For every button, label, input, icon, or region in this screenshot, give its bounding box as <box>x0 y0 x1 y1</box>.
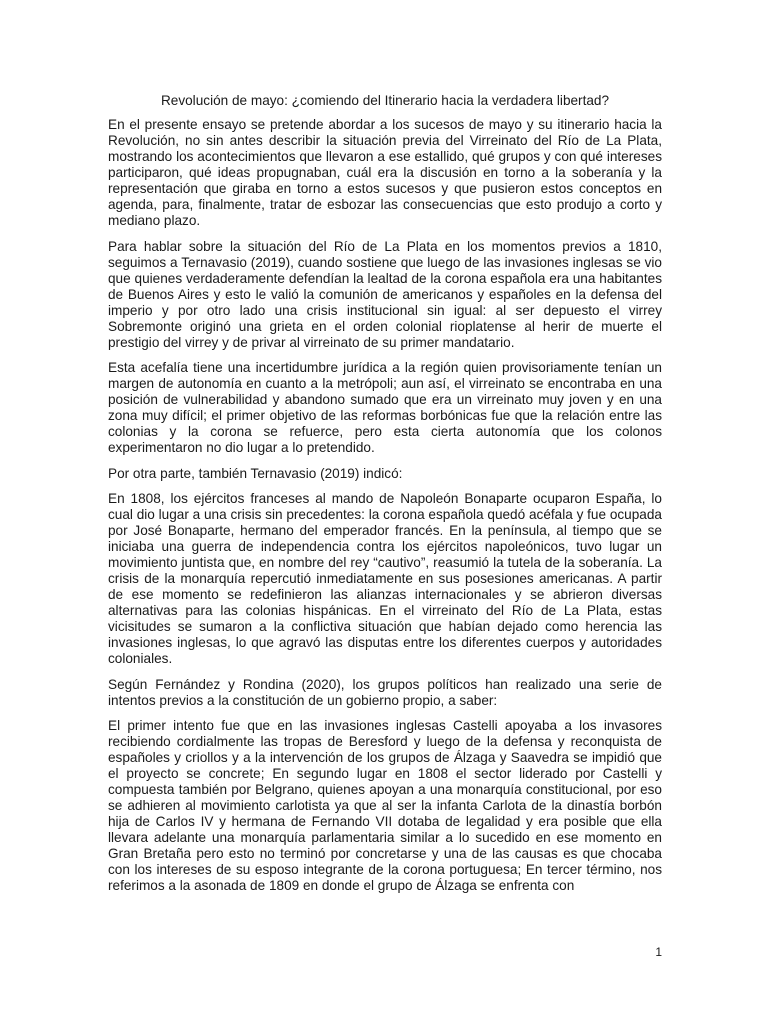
document-title: Revolución de mayo: ¿comiendo del Itinerario hacia la verdadera libertad? <box>160 93 610 108</box>
page-number: 1 <box>655 945 662 959</box>
paragraph-ternavasio-intro: Por otra parte, también Ternavasio (2019) indicó: <box>108 465 403 481</box>
paragraph-intentos-previos: El primer intento fue que en las invasiones inglesas Castelli apoyaba a los invasores recibiendo cordialmente las tropas de Beresford y luego de la defensa y reconquista de españoles y criollos y a la intervención de los grupos de Álzaga y Saavedra se impidió que el proyecto se concrete; En segundo lugar en 1808 el sector liderado por Castelli y compuesta también por Belgrano, quienes apoyan a una monarquía constitucional, por eso se adhieren al movimiento carlotista ya que al ser la infanta Carlota de la dinastía borbón hija de Carlos IV y hermana de Fernando VII dotaba de legalidad y era posible que ella llevara adelante una monarquía parlamentaria similar a lo sucedido en ese momento en Gran Bretaña pero esto no terminó por concretarse y una de las causas es que chocaba con los intereses de su esposo integrante de la corona portuguesa; En tercer término, nos referimos a la asonada de 1809 en donde el grupo de Álzaga se enfrenta con <box>108 718 662 893</box>
paragraph-fernandez-rondina: Según Fernández y Rondina (2020), los grupos políticos han realizado una serie de intentos previos a la constitución de un gobierno propio, a saber: <box>108 676 662 708</box>
paragraph-situation-rio-de-la-plata: Para hablar sobre la situación del Río de La Plata en los momentos previos a 1810, seguimos a Ternavasio (2019), cuando sostiene que luego de las invasiones inglesas se vio que quienes verdaderamente defendían la lealtad de la corona española era una habitantes de Buenos Aires y esto le valió la comunión de americanos y españoles en la defensa del imperio y por otro lado una crisis institucional sin igual: al ser depuesto el virrey Sobremonte originó una grieta en el orden colonial rioplatense al herir de muerte el prestigio del virrey y de privar al virreinato de su primer mandatario. <box>108 238 662 350</box>
paragraph-acefalia: Esta acefalía tiene una incertidumbre jurídica a la región quien provisoriamente tenían un margen de autonomía en cuanto a la metrópoli; aun así, el virreinato se encontraba en una posición de vulnerabilidad y abandono sumado que era un virreinato muy joven y en una zona muy difícil; el primer objetivo de las reformas borbónicas fue que la relación entre las colonias y la corona se refuerce, pero esta cierta autonomía que los colonos experimentaron no dio lugar a lo pretendido. <box>108 360 662 455</box>
document-body <box>108 93 662 894</box>
paragraph-ternavasio-quote: En 1808, los ejércitos franceses al mando de Napoleón Bonaparte ocuparon España, lo cual dio lugar a una crisis sin precedentes: la corona española quedó acéfala y fue ocupada por José Bonaparte, hermano del emperador francés. En la península, al tiempo que se iniciaba una guerra de independencia contra los ejércitos napoleónicos, tuvo lugar un movimiento juntista que, en nombre del rey “cautivo”, reasumió la tutela de la soberanía. La crisis de la monarquía repercutió inmediatamente en sus posesiones americanas. A partir de ese momento se redefinieron las alianzas internacionales y se abrieron diversas alternativas para las colonias hispánicas. En el virreinato del Río de La Plata, estas vicisitudes se sumaron a la conflictiva situación que habían dejado como herencia las invasiones inglesas, lo que agravó las disputas entre los diferentes cuerpos y autoridades coloniales. <box>108 491 662 666</box>
paragraph-introduction: En el presente ensayo se pretende abordar a los sucesos de mayo y su itinerario hacia la Revolución, no sin antes describir la situación previa del Virreinato del Río de La Plata, mostrando los acontecimientos que llevaron a ese estallido, qué grupos y con qué intereses participaron, qué ideas propugnaban, cuál era la discusión en torno a la soberanía y la representación que giraba en torno a estos sucesos y que pusieron estos conceptos en agenda, para, finalmente, tratar de esbozar las consecuencias que esto produjo a corto y mediano plazo. <box>108 117 662 228</box>
